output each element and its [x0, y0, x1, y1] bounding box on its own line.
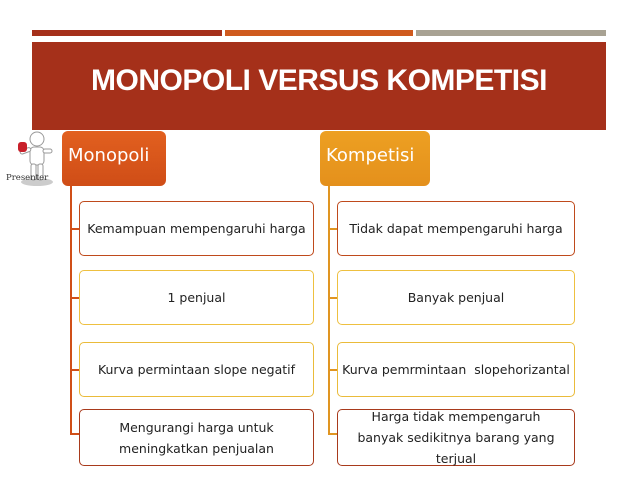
kompetisi-item-text: Harga tidak mempengaruh banyak sedikitnya barang yang terjual — [357, 409, 555, 466]
title-banner — [32, 42, 606, 130]
monopoli-item-text: Kurva permintaan slope negatif — [97, 362, 296, 377]
presenter-label: Presenter — [6, 173, 49, 183]
monopoli-item-text: Mengurangi harga untuk meningkatkan penjualan — [119, 419, 274, 456]
slide-title: MONOPOLI VERSUS KOMPETISI — [91, 64, 547, 97]
monopoli-item — [79, 409, 314, 466]
kompetisi-item-text: Kurva pemrmintaan slopehorizantal — [342, 362, 570, 377]
monopoli-connector-line — [70, 186, 72, 434]
monopoli-item — [79, 270, 314, 325]
monopoli-item-text: Kemampuan mempengaruhi harga — [87, 221, 306, 236]
kompetisi-connector-line — [328, 186, 330, 434]
kompetisi-item — [337, 409, 575, 466]
kompetisi-item-text: Banyak penjual — [407, 290, 505, 305]
kompetisi-item — [337, 270, 575, 325]
kompetisi-header: Kompetisi — [320, 131, 430, 186]
accent-bar-right — [416, 30, 606, 36]
kompetisi-item — [337, 201, 575, 256]
accent-bar-middle — [225, 30, 413, 36]
kompetisi-item — [337, 342, 575, 397]
monopoli-header: Monopoli — [62, 131, 166, 186]
presenter-figure — [6, 130, 68, 190]
accent-bar-left — [32, 30, 222, 36]
monopoli-item — [79, 201, 314, 256]
kompetisi-item-text: Tidak dapat mempengaruhi harga — [349, 221, 563, 236]
monopoli-item — [79, 342, 314, 397]
monopoli-item-text: 1 penjual — [167, 290, 226, 305]
